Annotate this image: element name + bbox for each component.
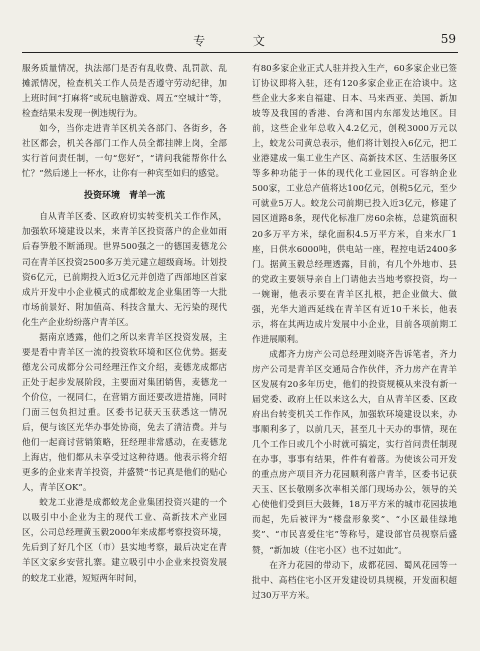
paragraph: 有80多家企业正式人驻并投入生产，60多家企业已签订协议即将入驻，还有120多家企业正在洽谈中。这些企业大多来自福建、日本、马来西亚、美国、新加坡等及我国的香港、台湾和国内东部发达地区。目前，这些企业年总收入4.2亿元，创税3000万元以上，蛟龙公司黄总表示，他们将计划投入6亿元，把工业港建成一集工业生产区、高新技术区、生活服务区等多种功能于一体的现代化工业园区。可容纳企业500家，工业总产值将达100亿元，创税5亿元，至少可就业5万人。蛟龙公司前期已投入近3亿元，修建了园区道路8条，现代化标准厂房60余栋，总建筑面积20多万平方米，绿化面积4.5万平方米，自来水厂1座，日供水6000吨，供电站一座，程控电话2400多门。据黄玉毅总经理透露，目前，有几个外地市、县的党政主要领导亲自上门请他去当地考察投资，均一一婉谢，他表示要在青羊区扎根，把企业做大、做强，光华大道西延线在青羊区有近10千米长，他表示，将在其两边成片发展中小企业，目前各项前期工作进展顺利。 [252,64,457,345]
section-title: 专 文 [193,34,287,48]
paragraph: 自从青羊区委、区政府切实转变机关工作作风，加强软环境建设以来，来青羊区投资落户的企业如雨后春笋般不断涌现。世界500强之一的德国麦德龙公司在青羊区投资2500多万美元建立超级商场。计划投资6亿元，已前期投入近3亿元并创造了西部地区首家成片开发中小企业模式的成都蛟龙企业集团等一大批市场前景好、附加值高、科技含量大、无污染的现代化生产企业纷纷落户青羊区。 [22,212,227,328]
section-heading: 投资环境 青羊一流 [83,191,165,202]
paragraph: 在齐力花园的带动下，成都花园、蜀风花园等一批中、高档住宅小区开发建设切具规模，开发面积超过30万平方米。 [252,560,457,601]
paragraph: 成都齐力房产公司总经理刘晓齐告诉笔者，齐力房产公司是青羊区交通局合作伙伴，齐力房产在青羊区发展有20多年历史，他们的投资规模从来没有新一届党委、政府上任以来这么大，自从青羊区委、区政府出台转变机关工作作风，加强软环境建设以来，办事顺利多了，以前几天，甚至几十天办的事情，现在几个工作日或几个小时就可搞定，实行首问责任制现在办事，事事有结果，件件有着落。为使该公司开发的重点房产项目齐力花园顺利落户青羊，区委书记获天玉、区长敬刚多次率相关部门现场办公，领导的关心使他们受到巨大鼓舞，18万平方米的城市花园拔地而起，先后被评为“楼盘形象奖”、“小区最佳绿地奖”、“市民喜爱住宅”等称号，建设部官员视察后盛赞，“新加坡（住宅小区）也不过如此”。 [252,349,457,556]
paragraph: 如今，当你走进青羊区机关各部门、各街乡，各社区都会，机关各部门工作人员全都挂牌上岗，全部实行首问责任制，一句“您好”，“请问我能帮你什么忙？”然后递上一杯水，让你有一种宾至如归的感觉。 [22,124,227,180]
left-column [22,62,227,587]
paragraph: 服务质量情况，执法部门是否有乱收费、乱罚款、乱摊派情况，检查机关工作人员是否遵守劳动纪律，加上班时间“打麻将”或玩电脑游戏、周五“空城计”等，检查结果未发现一例违规行为。 [22,64,227,120]
paragraph: 蛟龙工业港是成都蛟龙企业集团投资兴建的一个以吸引中小企业为主的现代工业、高新技术产业园区，公司总经理黄玉毅2000年来成都考察投资环境，先后到了好几个区（市）县实地考察，最后决定在青羊区文家乡安营扎寨。建立吸引中小企业来投资发展的蛟龙工业港，短短两年时间， [22,498,227,584]
paragraph: 据南京透露，他们之所以来青羊区投资发展，主要是看中青羊区一流的投资软环境和区位优势。据麦德龙公司成都分公司经理汪作文介绍，麦德龙成都店正处于起步发展阶段，主要面对集团销售，麦德龙一个价位，一视同仁，在营销方面还要改进措施，同时门面三包负担过重。区委书记获天玉获悉这一情况后，便与该区光华办事处协商，免去了清洁费。并与他们一起商讨营销策略，狂经理非常感动，在麦德龙上海店，他们都从未享受过这种待遇。他表示将介绍更多的企业来青羊投资，并盛赞“书记真是他们的贴心人，青羊区OK”。 [22,332,227,494]
right-column [252,62,457,604]
page-header [22,30,458,53]
page-number: 59 [440,32,456,46]
